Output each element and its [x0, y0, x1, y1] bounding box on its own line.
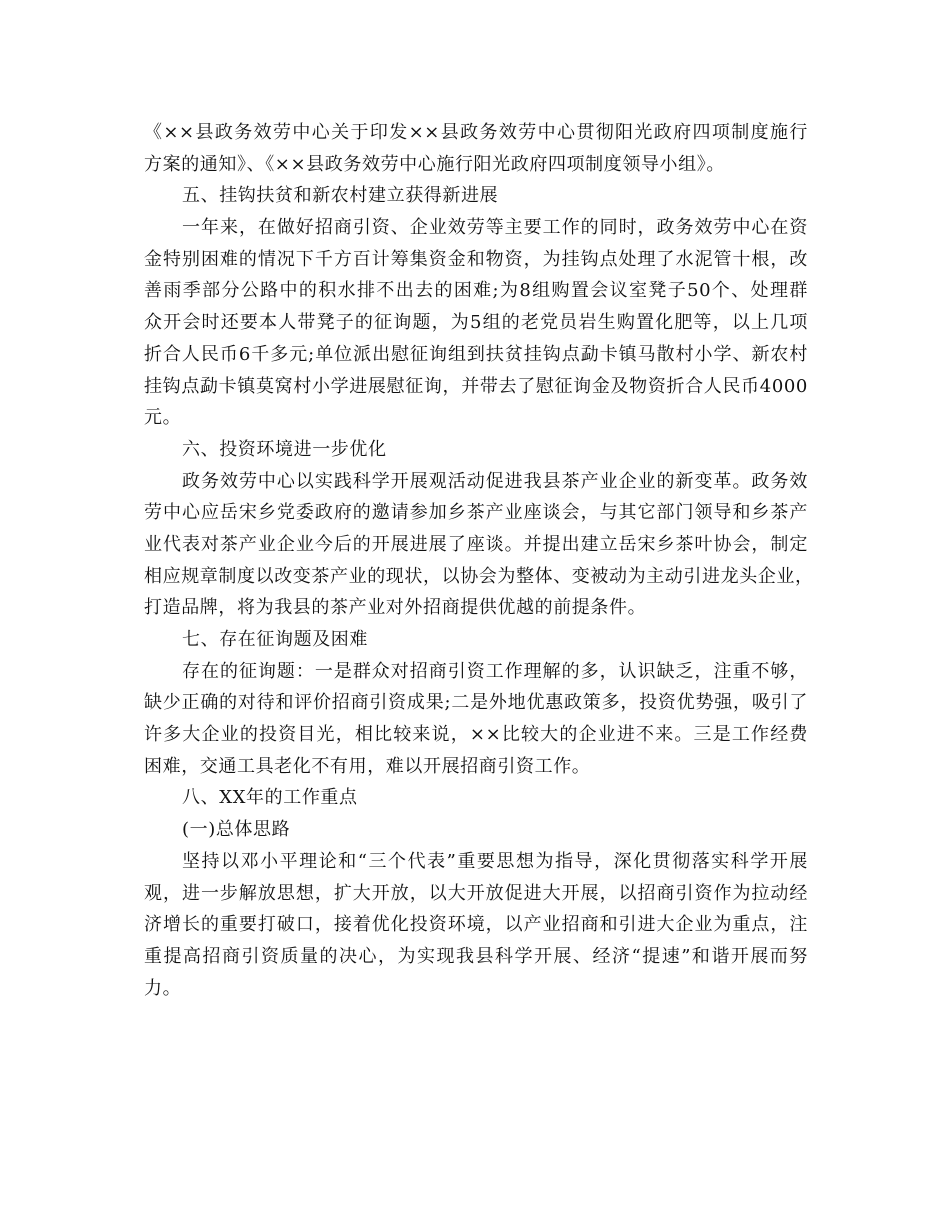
text-line: 政务效劳中心以实践科学开展观活动促进我县茶产业企业的新变革。政务效	[182, 470, 808, 492]
text-line: 方案的通知》、《××县政务效劳中心施行阳光政府四项制度领导小组》。	[144, 153, 725, 175]
text-line: 观，进一步解放思想，扩大开放，以大开放促进大开展，以招商引资作为拉动经	[144, 882, 808, 904]
text-line: 一年来，在做好招商引资、企业效劳等主要工作的同时，政务效劳中心在资	[182, 217, 808, 239]
text-line: 存在的征询题：一是群众对招商引资工作理解的多，认识缺乏，注重不够，	[182, 660, 808, 682]
text-line: 力。	[144, 977, 182, 999]
text-line: 困难，交通工具老化不有用，难以开展招商引资工作。	[144, 755, 591, 777]
text-line: 挂钩点勐卡镇莫窝村小学进展慰征询，并带去了慰征询金及物资折合人民币4000	[144, 375, 808, 397]
text-line: 七、存在征询题及困难	[182, 629, 368, 650]
text-line: 八、XX年的工作重点	[182, 787, 358, 809]
text-line: (一)总体思路	[182, 819, 291, 841]
text-line: 业代表对茶产业企业今后的开展进展了座谈。并提出建立岳宋乡茶叶协会，制定	[144, 533, 808, 555]
text-line: 六、投资环境进一步优化	[182, 438, 387, 460]
text-line: 元。	[144, 407, 182, 429]
text-line: 《××县政务效劳中心关于印发××县政务效劳中心贯彻阳光政府四项制度施行	[144, 122, 808, 143]
text-line: 济增长的重要打破口，接着优化投资环境，以产业招商和引进大企业为重点，注	[144, 914, 808, 936]
text-line: 许多大企业的投资目光，相比较来说，××比较大的企业进不来。三是工作经费	[144, 724, 808, 746]
document-page	[144, 117, 814, 1004]
text-line: 打造品牌，将为我县的茶产业对外招商提供优越的前提条件。	[144, 597, 647, 619]
text-line: 相应规章制度以改变茶产业的现状，以协会为整体、变被动为主动引进龙头企业，	[144, 565, 814, 587]
text-line: 重提高招商引资质量的决心，为实现我县科学开展、经济“提速”和谐开展而努	[144, 945, 808, 967]
text-line: 坚持以邓小平理论和“三个代表”重要思想为指导，深化贯彻落实科学开展	[182, 850, 808, 872]
text-line: 金特别困难的情况下千方百计筹集资金和物资，为挂钩点处理了水泥管十根，改	[144, 248, 808, 270]
text-line: 众开会时还要本人带凳子的征询题，为5组的老党员岩生购置化肥等，以上几项	[144, 312, 808, 334]
text-line: 缺少正确的对待和评价招商引资成果;二是外地优惠政策多，投资优势强，吸引了	[144, 692, 808, 714]
text-line: 折合人民币6千多元;单位派出慰征询组到扶贫挂钩点勐卡镇马散村小学、新农村	[144, 343, 808, 365]
text-line: 劳中心应岳宋乡党委政府的邀请参加乡茶产业座谈会，与其它部门领导和乡茶产	[144, 502, 808, 524]
text-line: 五、挂钩扶贫和新农村建立获得新进展	[182, 185, 499, 207]
text-line: 善雨季部分公路中的积水排不出去的困难;为8组购置会议室凳子50个、处理群	[144, 280, 808, 302]
